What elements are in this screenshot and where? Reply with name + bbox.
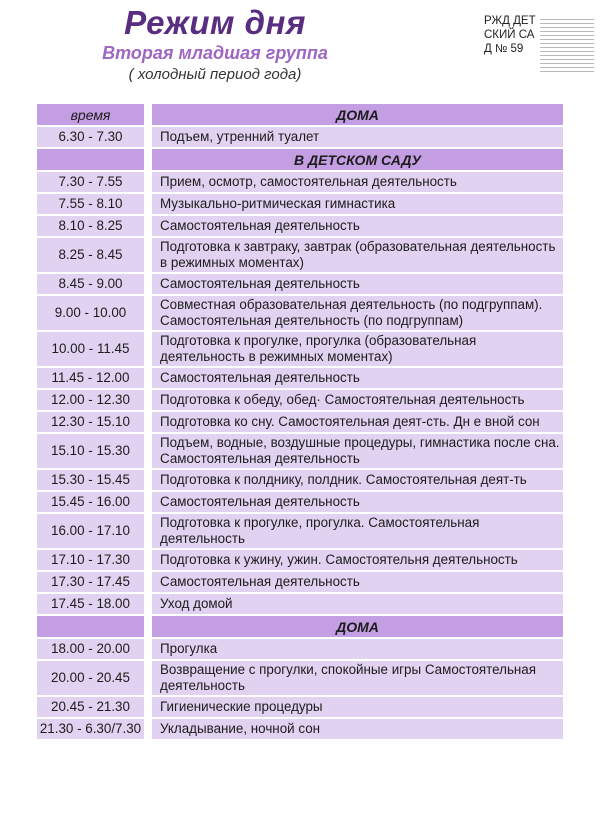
schedule-row — [37, 697, 563, 717]
schedule-row — [37, 368, 563, 388]
activity-cell: Уход домой — [152, 594, 563, 614]
schedule-row — [37, 572, 563, 592]
time-cell: 16.00 - 17.10 — [37, 514, 152, 548]
schedule-row — [37, 127, 563, 147]
activity-cell: Самостоятельная деятельность — [152, 572, 563, 592]
activity-cell: Самостоятельная деятельность — [152, 492, 563, 512]
schedule-row — [37, 434, 563, 468]
time-cell: 7.30 - 7.55 — [37, 172, 152, 192]
schedule-table — [37, 102, 563, 741]
activity-cell: Подготовка к прогулке, прогулка (образовательная деятельность в режимных моментах) — [152, 332, 563, 366]
activity-cell: Укладывание, ночной сон — [152, 719, 563, 739]
activity-cell: Подготовка к прогулке, прогулка. Самостоятельная деятельность — [152, 514, 563, 548]
time-cell: 15.10 - 15.30 — [37, 434, 152, 468]
schedule-row — [37, 172, 563, 192]
activity-cell: Музыкально-ритмическая гимнастика — [152, 194, 563, 214]
schedule-row — [37, 412, 563, 432]
schedule-row — [37, 594, 563, 614]
schedule-row — [37, 661, 563, 695]
activity-cell: Возвращение с прогулки, спокойные игры Самостоятельная деятельность — [152, 661, 563, 695]
section-header — [37, 104, 563, 125]
section-title: ДОМА — [152, 104, 563, 125]
time-cell: 20.00 - 20.45 — [37, 661, 152, 695]
activity-cell: Гигиенические процедуры — [152, 697, 563, 717]
section-title: ДОМА — [152, 616, 563, 637]
time-cell: 18.00 - 20.00 — [37, 639, 152, 659]
section-title: В ДЕТСКОМ САДУ — [152, 149, 563, 170]
section-header — [37, 149, 563, 170]
activity-cell: Самостоятельная деятельность — [152, 274, 563, 294]
time-cell: 7.55 - 8.10 — [37, 194, 152, 214]
activity-cell: Самостоятельная деятельность — [152, 368, 563, 388]
schedule-row — [37, 550, 563, 570]
schedule-row — [37, 238, 563, 272]
time-column-header — [37, 149, 152, 170]
stamp-fine-print — [540, 16, 594, 75]
signature-stamp — [484, 14, 594, 56]
activity-cell: Подготовка ко сну. Самостоятельная деят-сть. Дн е вной сон — [152, 412, 563, 432]
time-cell: 17.10 - 17.30 — [37, 550, 152, 570]
activity-cell: Совместная образовательная деятельность (по подгруппам). Самостоятельная деятельность (по подгруппам) — [152, 296, 563, 330]
time-cell: 17.30 - 17.45 — [37, 572, 152, 592]
time-cell: 8.45 - 9.00 — [37, 274, 152, 294]
schedule-row — [37, 194, 563, 214]
time-cell: 9.00 - 10.00 — [37, 296, 152, 330]
schedule-row — [37, 719, 563, 739]
schedule-row — [37, 514, 563, 548]
schedule-row — [37, 390, 563, 410]
time-cell: 15.30 - 15.45 — [37, 470, 152, 490]
schedule-row — [37, 274, 563, 294]
schedule-row — [37, 296, 563, 330]
stamp-org: РЖД ДЕТСКИЙ САД № 59 — [484, 15, 536, 55]
activity-cell: Подготовка к ужину, ужин. Самостоятельня деятельность — [152, 550, 563, 570]
activity-cell: Подъем, водные, воздушные процедуры, гимнастика после сна. Самостоятельная деятельность — [152, 434, 563, 468]
time-column-header — [37, 616, 152, 637]
activity-cell: Прогулка — [152, 639, 563, 659]
time-column-header: время — [37, 104, 152, 125]
time-cell: 20.45 - 21.30 — [37, 697, 152, 717]
time-cell: 15.45 - 16.00 — [37, 492, 152, 512]
time-cell: 8.10 - 8.25 — [37, 216, 152, 236]
schedule-row — [37, 470, 563, 490]
activity-cell: Подготовка к обеду, обед· Самостоятельная деятельность — [152, 390, 563, 410]
time-cell: 11.45 - 12.00 — [37, 368, 152, 388]
time-cell: 8.25 - 8.45 — [37, 238, 152, 272]
activity-cell: Прием, осмотр, самостоятельная деятельность — [152, 172, 563, 192]
group-subtitle: Вторая младшая группа — [102, 43, 328, 63]
activity-cell: Подготовка к завтраку, завтрак (образовательная деятельность в режимных моментах) — [152, 238, 563, 272]
time-cell: 17.45 - 18.00 — [37, 594, 152, 614]
schedule-row — [37, 332, 563, 366]
section-header — [37, 616, 563, 637]
schedule-row — [37, 216, 563, 236]
schedule-row — [37, 492, 563, 512]
time-cell: 6.30 - 7.30 — [37, 127, 152, 147]
activity-cell: Подъем, утренний туалет — [152, 127, 563, 147]
time-cell: 12.00 - 12.30 — [37, 390, 152, 410]
time-cell: 10.00 - 11.45 — [37, 332, 152, 366]
time-cell: 21.30 - 6.30/7.30 — [37, 719, 152, 739]
activity-cell: Самостоятельная деятельность — [152, 216, 563, 236]
activity-cell: Подготовка к полднику, полдник. Самостоятельная деят-ть — [152, 470, 563, 490]
page-title: Режим дня — [124, 4, 306, 41]
schedule-row — [37, 639, 563, 659]
time-cell: 12.30 - 15.10 — [37, 412, 152, 432]
season-period: ( холодный период года) — [128, 66, 302, 83]
